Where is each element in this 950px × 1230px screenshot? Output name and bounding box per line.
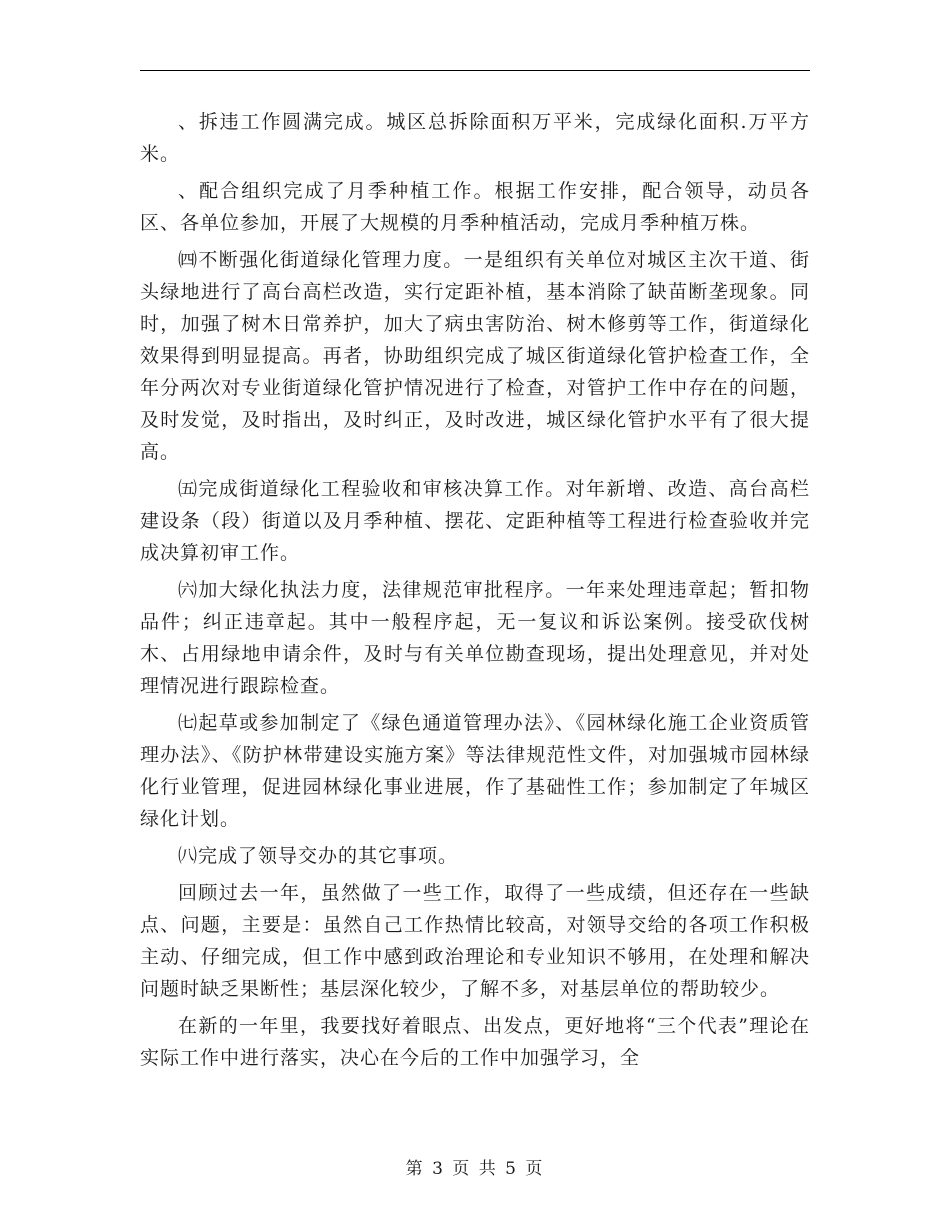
document-body (140, 106, 810, 1079)
paragraph-street-greening: ㈣不断强化街道绿化管理力度。一是组织有关单位对城区主次干道、街头绿地进行了高台高栏改造，实行定距补植，基本消除了缺苗断垄现象。同时，加强了树木日常养护，加大了病虫害防治、树木修剪等工作，街道绿化效果得到明显提高。再者，协助组织完成了城区街道绿化管护检查工作，全年分两次对专业街道绿化管护情况进行了检查，对管护工作中存在的问题，及时发觉，及时指出，及时纠正，及时改进，城区绿化管护水平有了很大提高。 (140, 249, 810, 463)
paragraph-enforcement: ㈥加大绿化执法力度，法律规范审批程序。一年来处理违章起；暂扣物品件；纠正违章起。其中一般程序起，无一复议和诉讼案例。接受砍伐树木、占用绿地申请余件，及时与有关单位勘查现场，提出处理意见，并对处理情况进行跟踪检查。 (140, 579, 810, 697)
paragraph-new-year: 在新的一年里，我要找好着眼点、出发点，更好地将“三个代表”理论在实际工作中进行落实，决心在今后的工作中加强学习，全 (140, 1015, 810, 1069)
paragraph-review: 回顾过去一年，虽然做了一些工作，取得了一些成绩，但还存在一些缺点、问题，主要是：虽然自己工作热情比较高，对领导交给的各项工作积极主动、仔细完成，但工作中感到政治理论和专业知识不够用，在处理和解决问题时缺乏果断性；基层深化较少，了解不多，对基层单位的帮助较少。 (140, 882, 810, 1000)
paragraph-other-tasks: ㈧完成了领导交办的其它事项。 (178, 845, 459, 867)
paragraph-regulations: ㈦起草或参加制定了《绿色通道管理办法》、《园林绿化施工企业资质管理办法》、《防护林带建设实施方案》等法律规范性文件，对加强城市园林绿化行业管理，促进园林绿化事业进展，作了基础性工作；参加制定了年城区绿化计划。 (140, 712, 810, 830)
paragraph-rose-planting: 、配合组织完成了月季种植工作。根据工作安排，配合领导，动员各区、各单位参加，开展了大规模的月季种植活动，完成月季种植万株。 (140, 180, 810, 234)
paragraph-acceptance: ㈤完成街道绿化工程验收和审核决算工作。对年新增、改造、高台高栏建设条（段）街道以及月季种植、摆花、定距种植等工程进行检查验收并完成决算初审工作。 (140, 478, 810, 564)
header-rule (140, 70, 810, 71)
paragraph-demolition: 、拆违工作圆满完成。城区总拆除面积万平米，完成绿化面积.万平方米。 (140, 111, 810, 165)
page-number: 第 3 页 共 5 页 (405, 1159, 545, 1179)
